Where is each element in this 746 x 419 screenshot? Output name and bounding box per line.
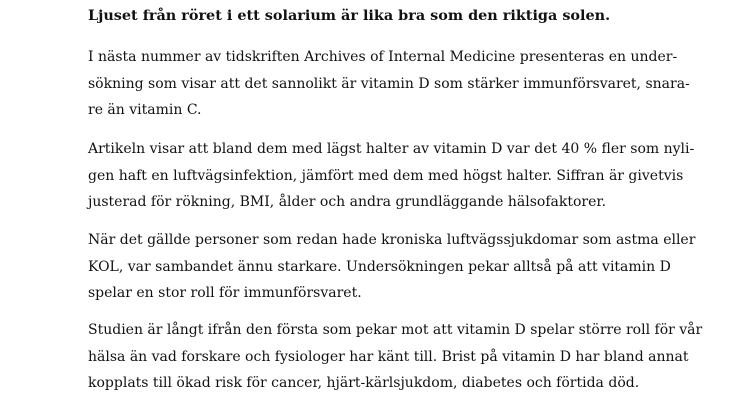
document-heading: Ljuset från röret i ett solarium är lika bra som den riktiga solen. xyxy=(88,7,611,24)
paragraph-1 xyxy=(88,44,690,124)
paragraph-2 xyxy=(88,136,695,216)
paragraph-line: Artikeln visar att bland dem med lägst halter av vitamin D var det 40 % fler som nyli- xyxy=(88,141,695,157)
paragraph-line: KOL, var sambandet ännu starkare. Undersökningen pekar alltså på att vitamin D xyxy=(88,258,671,275)
paragraph-4 xyxy=(88,317,703,397)
paragraph-line: I nästa nummer av tidskriften Archives of Internal Medicine presenteras en under- xyxy=(88,49,678,65)
paragraph-line: sökning som visar att det sannolikt är vitamin D som stärker immunförsvaret, snara- xyxy=(88,75,690,92)
paragraph-line: hälsa än vad forskare och fysiologer har känt till. Brist på vitamin D har bland annat xyxy=(88,348,689,365)
paragraph-line: När det gällde personer som redan hade kroniska luftvägssjukdomar som astma eller xyxy=(88,232,696,248)
paragraph-line: Studien är långt ifrån den första som pekar mot att vitamin D spelar större roll för vår xyxy=(88,322,703,338)
paragraph-line: kopplats till ökad risk för cancer, hjärt-kärlsjukdom, diabetes och förtida död. xyxy=(88,375,640,391)
paragraph-line: spelar en stor roll för immunförsvaret. xyxy=(88,285,362,301)
paragraph-line: gen haft en luftvägsinfektion, jämfört med dem med högst halter. Siffran är givetvis xyxy=(88,167,684,184)
paragraph-3 xyxy=(88,227,696,307)
paragraph-line: re än vitamin C. xyxy=(88,102,202,118)
paragraph-line: justerad för rökning, BMI, ålder och andra grundläggande hälsofaktorer. xyxy=(88,194,607,210)
